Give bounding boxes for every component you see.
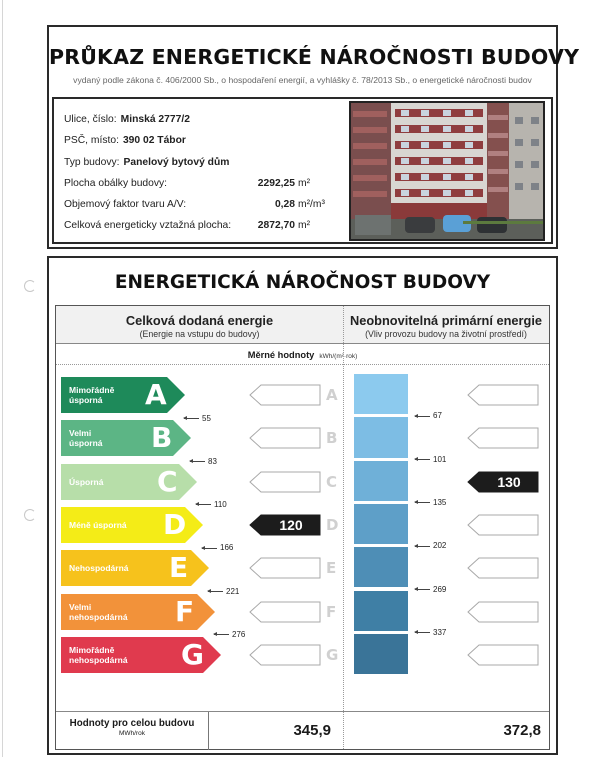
marker-shape-empty <box>250 428 320 448</box>
primary-empty-marker <box>467 427 539 449</box>
primary-energy-title: Neobnovitelná primární energie <box>350 313 542 328</box>
class-ghost-letter: G <box>326 645 339 664</box>
energy-class-f <box>61 594 217 630</box>
class-letter: E <box>169 551 189 585</box>
energy-performance-panel <box>47 256 558 755</box>
class-name-line1: Mimořádně <box>69 644 115 655</box>
arrow-left-icon <box>190 461 205 462</box>
marker-arrow-icon <box>467 427 539 449</box>
envelope-value: 2292,25 <box>257 177 295 189</box>
class-name-line1: Velmi <box>69 601 92 612</box>
energy-section-title: ENERGETICKÁ NÁROČNOST BUDOVY <box>114 272 491 293</box>
building-info-list <box>64 109 342 237</box>
class-letter: D <box>163 507 187 541</box>
class-name-line1: Méně úsporná <box>69 519 127 530</box>
class-ghost-letter: E <box>326 559 337 578</box>
primary-threshold <box>415 498 446 507</box>
type-row <box>64 152 342 173</box>
marker-shape-empty <box>250 558 320 578</box>
arrow-left-icon <box>202 548 217 549</box>
arrow-left-icon <box>184 418 199 419</box>
shape-factor-label: Objemový faktor tvaru A/V: <box>64 199 187 211</box>
delivered-value-marker <box>249 514 321 536</box>
class-name-line1: Mimořádně <box>69 385 115 395</box>
class-name <box>69 420 103 456</box>
class-ghost-letter: C <box>326 472 338 491</box>
threshold-value: 276 <box>232 630 246 639</box>
threshold-value: 67 <box>433 411 442 421</box>
total-unit: MWh/rok <box>119 730 145 737</box>
arrow-left-icon <box>415 546 430 547</box>
primary-empty-marker <box>467 384 539 406</box>
envelope-label: Plocha obálky budovy: <box>64 177 168 189</box>
class-name <box>69 637 128 673</box>
delivered-empty-marker <box>249 644 321 666</box>
specific-values-row <box>56 344 549 365</box>
primary-energy-segment <box>354 461 408 501</box>
class-name <box>69 507 127 543</box>
class-name-line1: Velmi <box>69 428 92 439</box>
marker-arrow-icon <box>249 557 321 579</box>
punch-hole-mark <box>24 509 36 521</box>
total-label-cell <box>56 712 209 750</box>
marker-arrow-icon <box>467 644 539 666</box>
class-letter: C <box>157 464 178 498</box>
page-edge <box>2 0 3 757</box>
class-ghost-letter: A <box>326 386 338 404</box>
primary-value-marker <box>467 471 539 493</box>
envelope-row <box>64 173 342 194</box>
page-title: PRŮKAZ ENERGETICKÉ NÁROČNOSTI BUDOVY <box>49 45 580 69</box>
class-name <box>69 550 129 586</box>
punch-hole-mark <box>24 280 36 292</box>
energy-class-b <box>61 420 193 456</box>
marker-shape-empty <box>468 602 538 622</box>
specific-values-label: Měrné hodnoty <box>247 350 315 360</box>
class-letter: G <box>181 637 204 671</box>
threshold-value: 83 <box>208 456 217 466</box>
delivered-empty-marker <box>249 557 321 579</box>
threshold-value: 55 <box>202 413 211 423</box>
marker-shape-empty <box>468 515 538 535</box>
primary-energy-segment <box>354 634 408 674</box>
arrow-left-icon <box>214 634 229 635</box>
threshold-value: 269 <box>433 584 447 594</box>
delivered-empty-marker <box>249 384 321 406</box>
arrow-left-icon <box>415 459 430 460</box>
marker-shape-empty <box>250 602 320 622</box>
marker-shape-empty <box>250 645 320 665</box>
energy-class-g <box>61 637 223 673</box>
marker-shape-empty <box>250 385 320 405</box>
energy-class-d <box>61 507 205 543</box>
primary-energy-segment <box>354 374 408 414</box>
marker-arrow-icon <box>249 601 321 623</box>
marker-shape-empty <box>468 428 538 448</box>
primary-energy-segment <box>354 417 408 457</box>
marker-arrow-icon <box>467 601 539 623</box>
marker-arrow-icon <box>249 384 321 406</box>
primary-empty-marker <box>467 601 539 623</box>
threshold-value: 110 <box>214 500 227 510</box>
class-name-line2: úsporná <box>69 395 103 405</box>
total-primary-value: 372,8 <box>503 722 541 739</box>
threshold-value: 135 <box>433 497 447 507</box>
delivered-energy-title: Celková dodaná energie <box>125 313 274 328</box>
primary-empty-marker <box>467 557 539 579</box>
energy-scale-table <box>55 305 550 750</box>
primary-energy-segment <box>354 591 408 631</box>
primary-energy-segment <box>354 547 408 587</box>
street-label: Ulice, číslo: <box>64 114 117 125</box>
class-ghost-letter: D <box>326 515 339 534</box>
arrow-left-icon <box>415 632 430 633</box>
primary-threshold <box>415 455 446 464</box>
energy-class-c <box>61 464 199 500</box>
column-divider <box>343 306 344 749</box>
class-name <box>69 377 114 413</box>
total-values-row <box>56 711 549 749</box>
marker-value: 120 <box>279 516 303 533</box>
floor-area-unit: m² <box>298 220 311 232</box>
class-name-line1: Úsporná <box>69 476 104 487</box>
delivered-energy-header <box>56 306 343 344</box>
class-name <box>69 594 128 630</box>
marker-arrow-icon <box>467 384 539 406</box>
envelope-unit: m² <box>298 177 311 189</box>
threshold-value: 101 <box>433 454 447 464</box>
primary-empty-marker <box>467 514 539 536</box>
marker-arrow-icon <box>467 514 539 536</box>
delivered-energy-subtitle: (Energie na vstupu do budovy) <box>139 329 260 339</box>
class-name-line1: Nehospodárná <box>69 563 129 574</box>
shape-factor-row <box>64 194 342 215</box>
city-value: 390 02 Tábor <box>122 135 186 147</box>
class-letter: F <box>175 594 195 628</box>
marker-arrow-icon <box>249 427 321 449</box>
delivered-empty-marker <box>249 427 321 449</box>
type-label: Typ budovy: <box>64 156 120 168</box>
city-row <box>64 130 342 151</box>
threshold-value: 166 <box>220 543 234 553</box>
class-name-line2: nehospodárná <box>69 611 128 622</box>
class-ghost-letter: F <box>326 602 337 621</box>
marker-shape-empty <box>250 472 320 492</box>
shape-factor-value: 0,28 <box>274 199 295 211</box>
primary-threshold <box>415 411 442 420</box>
arrow-left-icon <box>415 589 430 590</box>
class-name-line2: úsporná <box>69 438 103 449</box>
arrow-left-icon <box>415 416 430 417</box>
total-delivered-value: 345,9 <box>293 722 331 739</box>
primary-energy-header <box>343 306 549 344</box>
marker-shape-empty <box>468 558 538 578</box>
certificate-header <box>47 25 580 249</box>
street-row <box>64 109 342 130</box>
primary-threshold <box>415 628 446 637</box>
primary-empty-marker <box>467 644 539 666</box>
class-ghost-letter: B <box>326 429 338 448</box>
building-photo <box>349 101 545 241</box>
total-label: Hodnoty pro celou budovu <box>69 718 195 729</box>
marker-arrow-icon <box>249 471 321 493</box>
arrow-left-icon <box>196 504 211 505</box>
floor-area-label: Celková energeticky vztažná plocha: <box>64 220 232 232</box>
threshold-value: 221 <box>226 586 240 596</box>
marker-shape-empty <box>468 645 538 665</box>
primary-threshold <box>415 541 446 550</box>
class-name <box>69 464 103 500</box>
delivered-empty-marker <box>249 471 321 493</box>
floor-area-value: 2872,70 <box>257 220 295 232</box>
class-name-line2: nehospodárná <box>69 654 128 665</box>
primary-energy-subtitle: (Vliv provozu budovy na životní prostředí) <box>365 329 527 339</box>
floor-area-row <box>64 215 342 236</box>
threshold-value: 337 <box>433 627 447 637</box>
street-value: Minská 2777/2 <box>120 114 190 125</box>
building-info-panel <box>52 97 553 244</box>
marker-value: 130 <box>497 473 521 490</box>
marker-arrow-icon <box>467 557 539 579</box>
marker-arrow-icon <box>249 644 321 666</box>
energy-class-e <box>61 550 211 586</box>
primary-energy-segment <box>354 504 408 544</box>
class-letter: B <box>151 421 173 455</box>
class-letter: A <box>145 378 167 411</box>
city-label: PSČ, místo: <box>64 135 119 147</box>
arrow-left-icon <box>415 502 430 503</box>
specific-values-unit: kWh/(m²·rok) <box>319 353 358 360</box>
shape-factor-unit: m²/m³ <box>298 199 325 211</box>
primary-threshold <box>415 585 446 594</box>
building-photo-icon <box>351 103 545 241</box>
energy-class-a <box>61 377 187 413</box>
marker-shape-empty <box>468 385 538 405</box>
legal-subtitle: vydaný podle zákona č. 406/2000 Sb., o hospodaření energií, a vyhlášky č. 78/2013 Sb., o energetické náročnosti budov <box>73 75 532 85</box>
delivered-empty-marker <box>249 601 321 623</box>
type-value: Panelový bytový dům <box>123 156 230 168</box>
arrow-left-icon <box>208 591 223 592</box>
threshold-value: 202 <box>433 541 447 551</box>
